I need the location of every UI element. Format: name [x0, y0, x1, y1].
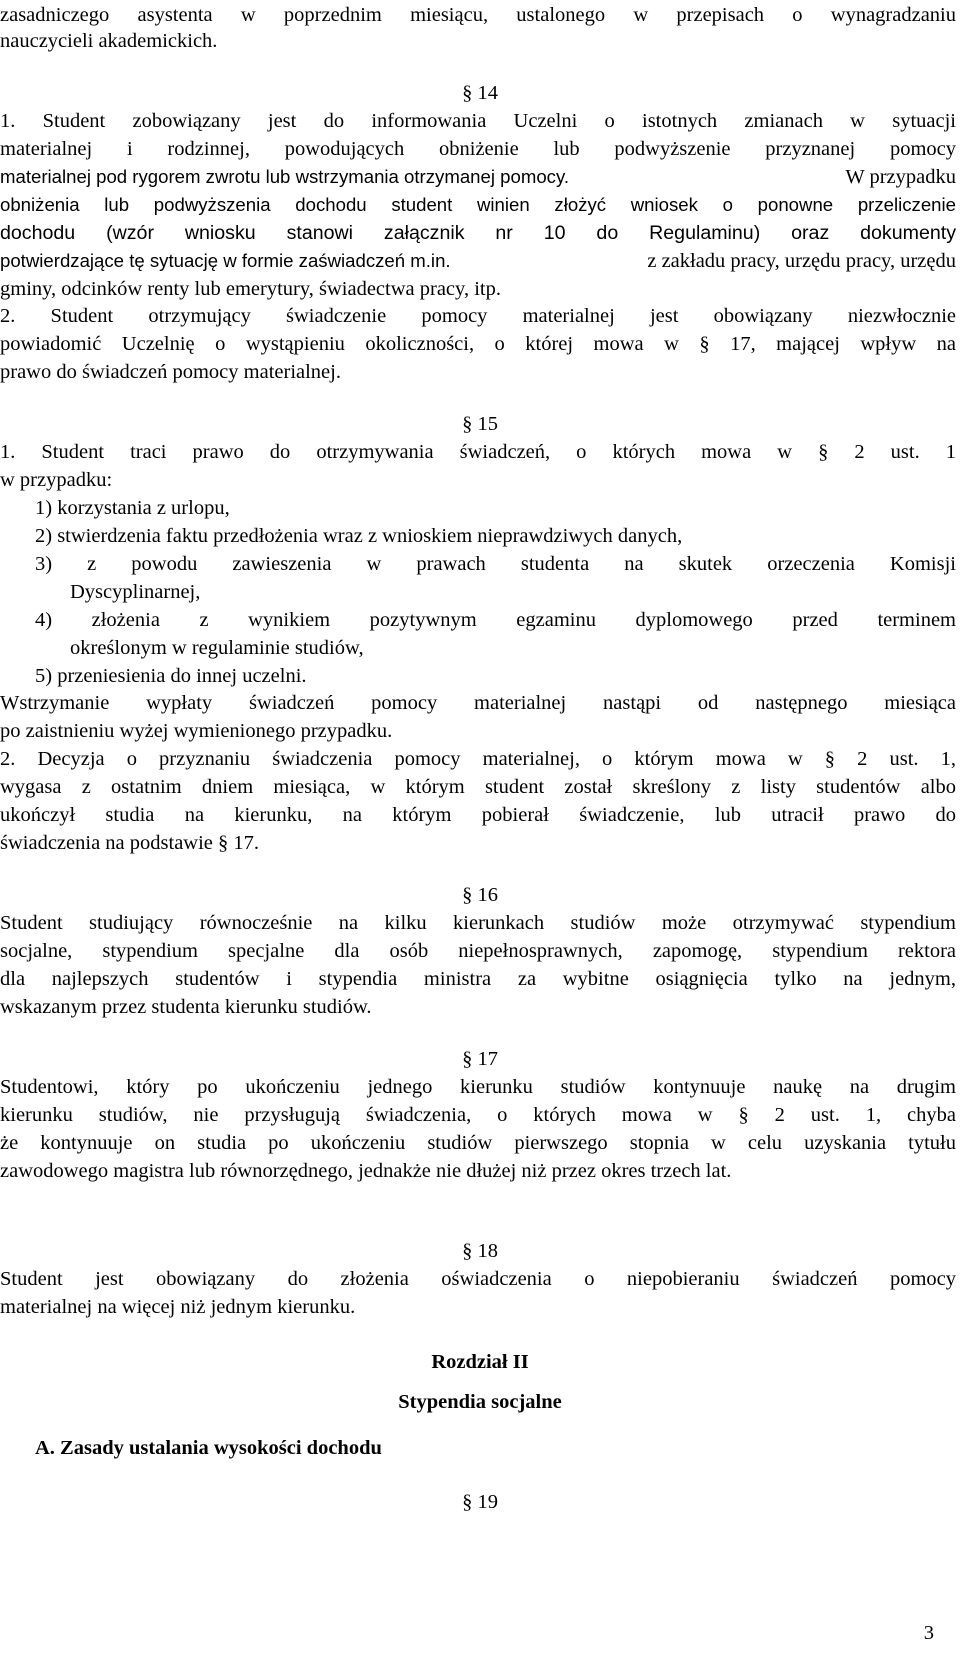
text-line: 1) korzystania z urlopu, [35, 497, 230, 519]
text-line: kierunku studiów, nie przysługują świadczenia, o których mowa w § 2 ust. 1, chyba [0, 1104, 956, 1126]
text-line: gminy, odcinków renty lub emerytury, świadectwa pracy, itp. [0, 278, 501, 300]
text-line: zasadniczego asystenta w poprzednim miesiącu, ustalonego w przepisach o wynagradzaniu [0, 4, 956, 26]
text-line: nauczycieli akademickich. [0, 30, 218, 52]
text-line: 2. Decyzja o przyznaniu świadczenia pomocy materialnej, o którym mowa w § 2 ust. 1, [0, 748, 956, 770]
text-line: Wstrzymanie wypłaty świadczeń pomocy materialnej nastąpi od następnego miesiąca [0, 692, 956, 714]
text-line: potwierdzające tę sytuację w formie zaświadczeń m.in. [0, 250, 451, 271]
section-heading: Stypendia socjalne [398, 1391, 562, 1413]
text-line: 4) złożenia z wynikiem pozytywnym egzaminu dyplomowego przed terminem [35, 609, 956, 631]
text-line: ukończył studia na kierunku, na którym pobierał świadczenie, lub utracił prawo do [0, 804, 956, 826]
text-line: wskazanym przez studenta kierunku studiów. [0, 996, 372, 1018]
text-line: 2) stwierdzenia faktu przedłożenia wraz z wnioskiem nieprawdziwych danych, [35, 525, 683, 547]
page-number: 3 [923, 1622, 934, 1644]
section-heading: Rozdział II [431, 1351, 529, 1373]
section-heading: § 18 [462, 1240, 498, 1262]
section-heading: § 16 [462, 884, 498, 906]
text-line: powiadomić Uczelnię o wystąpieniu okoliczności, o której mowa w § 17, mającej wpływ na [0, 333, 956, 355]
text-line: z zakładu pracy, urzędu pracy, urzędu [647, 250, 956, 272]
text-line: materialnej i rodzinnej, powodujących obniżenie lub podwyższenie przyznanej pomocy [0, 138, 956, 160]
text-line: Studentowi, który po ukończeniu jednego kierunku studiów kontynuuje naukę na drugim [0, 1076, 956, 1098]
text-line: dochodu (wzór wniosku stanowi załącznik nr 10 do Regulaminu) oraz dokumenty [0, 222, 956, 244]
text-line: Student jest obowiązany do złożenia oświadczenia o niepobieraniu świadczeń pomocy [0, 1268, 956, 1290]
section-heading: § 15 [462, 413, 498, 435]
text-line: 1. Student traci prawo do otrzymywania świadczeń, o których mowa w § 2 ust. 1 [0, 441, 956, 463]
text-line: 3) z powodu zawieszenia w prawach studenta na skutek orzeczenia Komisji [35, 553, 956, 575]
section-heading: § 17 [462, 1048, 498, 1070]
text-line: dla najlepszych studentów i stypendia ministra za wybitne osiągnięcia tylko na jednym, [0, 968, 956, 990]
text-line: W przypadku [845, 166, 956, 188]
text-line: socjalne, stypendium specjalne dla osób niepełnosprawnych, zapomogę, stypendium rektora [0, 940, 956, 962]
text-line: 5) przeniesienia do innej uczelni. [35, 665, 307, 687]
text-line: w przypadku: [0, 469, 113, 491]
text-line: po zaistnieniu wyżej wymienionego przypadku. [0, 720, 393, 742]
text-line: materialnej na więcej niż jednym kierunku. [0, 1296, 356, 1318]
text-line: A. Zasady ustalania wysokości dochodu [35, 1437, 382, 1459]
text-line: świadczenia na podstawie § 17. [0, 832, 260, 854]
text-line: że kontynuuje on studia po ukończeniu studiów pierwszego stopnia w celu uzyskania tytułu [0, 1132, 956, 1154]
text-line: Dyscyplinarnej, [70, 581, 201, 603]
section-heading: § 19 [462, 1491, 498, 1513]
text-line: określonym w regulaminie studiów, [70, 637, 364, 659]
section-heading: § 14 [462, 82, 498, 104]
text-line: materialnej pod rygorem zwrotu lub wstrzymania otrzymanej pomocy. [0, 166, 570, 187]
text-line: 2. Student otrzymujący świadczenie pomocy materialnej jest obowiązany niezwłocznie [0, 305, 956, 327]
text-line: prawo do świadczeń pomocy materialnej. [0, 361, 341, 383]
text-line: 1. Student zobowiązany jest do informowania Uczelni o istotnych zmianach w sytuacji [0, 110, 956, 132]
text-line: wygasa z ostatnim dniem miesiąca, w którym student został skreślony z listy studentów albo [0, 776, 956, 798]
text-line: zawodowego magistra lub równorzędnego, jednakże nie dłużej niż przez okres trzech lat. [0, 1160, 732, 1182]
text-line: obniżenia lub podwyższenia dochodu student winien złożyć wniosek o ponowne przeliczenie [0, 194, 956, 215]
text-line: Student studiujący równocześnie na kilku kierunkach studiów może otrzymywać stypendium [0, 912, 956, 934]
